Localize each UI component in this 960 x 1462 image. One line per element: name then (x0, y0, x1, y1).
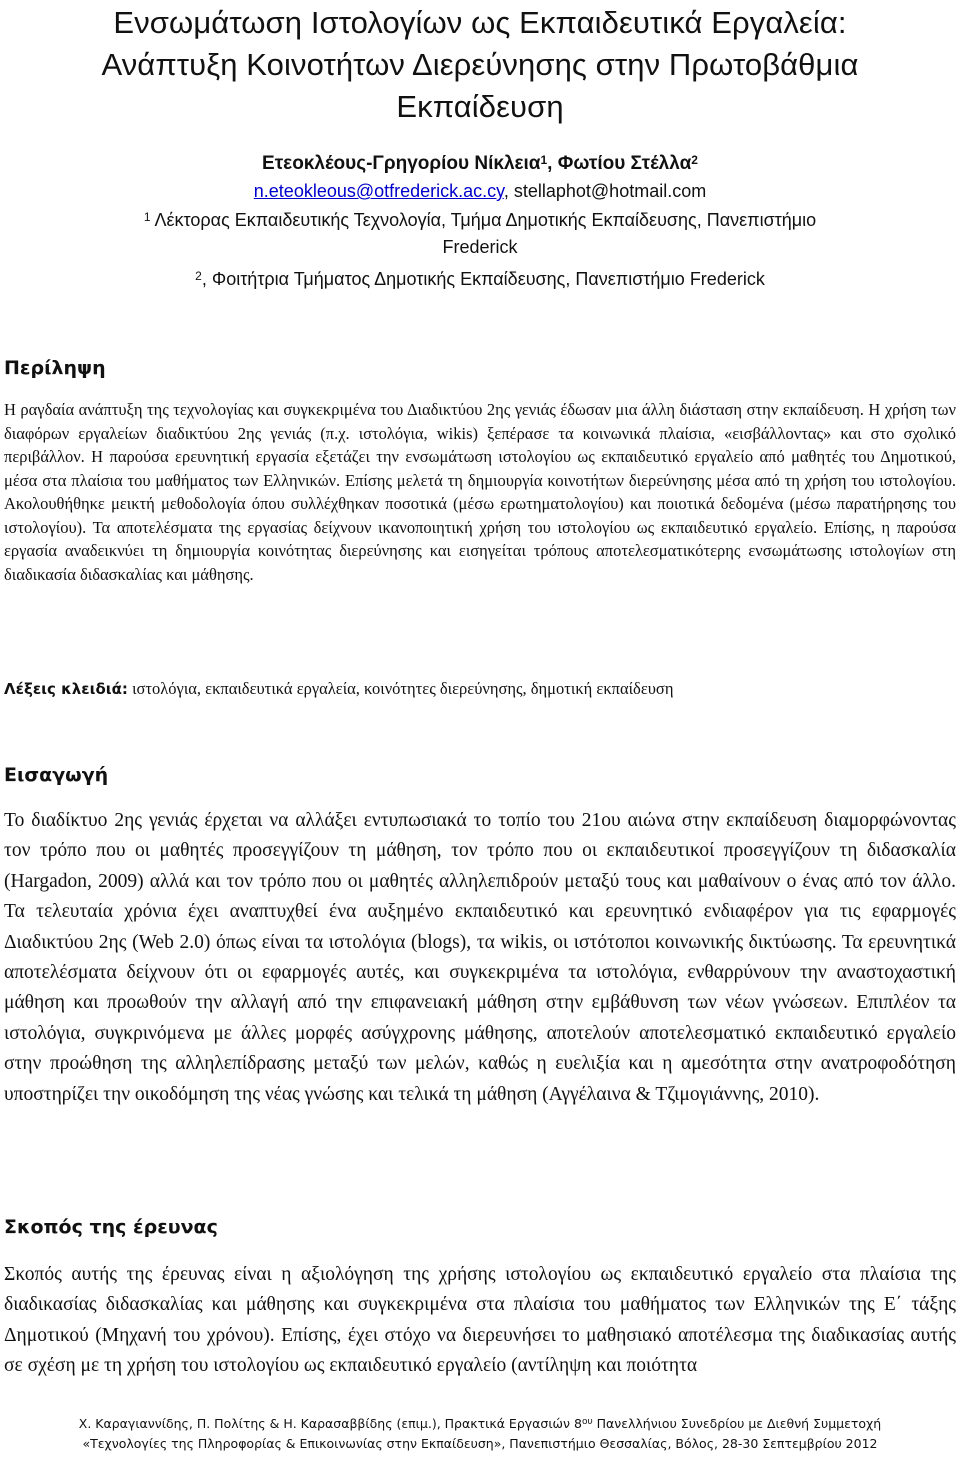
affiliation-2-mark: 2 (195, 269, 202, 283)
page-footer (0, 1414, 960, 1454)
title-line-3: Εκπαίδευση (396, 89, 564, 124)
footer-line-2: «Τεχνολογίες της Πληροφορίας & Επικοινωνίας στην Εκπαίδευση», Πανεπιστήμιο Θεσσαλίας, Βόλος, 28-30 Σεπτεμβρίου 2012 (82, 1436, 878, 1451)
affiliation-1 (30, 207, 930, 261)
footer-line-1 (0, 1414, 960, 1434)
purpose-text: Σκοπός αυτής της έρευνας είναι η αξιολόγηση της χρήσης ιστολογίου ως εκπαιδευτικό εργαλείο στα πλαίσια της διαδικασίας διδασκαλίας και μάθησης και συγκεκριμένα στα πλαίσια του μαθήματος των Ελληνικών της Ε΄ τάξης Δημοτικού (Μηχανή του χρόνου). Επίσης, έχει στόχο να διερευνήσει το μαθησιακό αποτέλεσμα της διαδικασίας αυτής σε σχέση με τη χρήση του ιστολογίου ως εκπαιδευτικό εργαλείο (αντίληψη και ποιότητα (4, 1264, 956, 1377)
footer-ordinal: ου (581, 1417, 593, 1427)
author-2: Φωτίου Στέλλα (557, 153, 692, 174)
keywords-label: Λέξεις κλειδιά: (4, 680, 128, 698)
abstract-text: Η ραγδαία ανάπτυξη της τεχνολογίας και συγκεκριμένα του Διαδικτύου 2ης γενιάς έδωσαν μια άλλη διάσταση στην εκπαίδευση. Η χρήση των διαφόρων εργαλείων διαδικτύου 2ης γενιάς (π.χ. ιστολόγια, wikis) ξεπέρασε τα κοινωνικά πλαίσια, «εισβάλλοντας» και στο σχολικό περιβάλλον. Η παρούσα ερευνητική εργασία εξετάζει την ενσωμάτωση ιστολογίου ως εκπαιδευτικό εργαλείο από μαθητές του Δημοτικού, μέσα στα πλαίσια του μαθήματος των Ελληνικών. Επίσης μελετά τη δημιουργία κοινοτήτων διερεύνησης μέσα από τη χρήση του ιστολογίου. Ακολουθήθηκε μεικτή μεθοδολογία όπου συλλέχθηκαν ποσοτικά (μέσω ερωτηματολογίου) και ποιοτικά δεδομένα (μέσω παρατήρησης του ιστολογίου). Τα αποτελέσματα της εργασίας δείχνουν ικανοποιητική χρήση του ιστολογίου ως εκπαιδευτικό εργαλείο. Επίσης, η παρούσα εργασία αναδεικνύει τη δημιουργία κοινότητας διερεύνησης και εισηγείται τρόπους αποτελεσματικότερης ενσωμάτωσης ιστολογίων στη διαδικασία διδασκαλίας και μάθησης. (4, 400, 956, 584)
affiliation-1-line-2: Frederick (442, 237, 518, 257)
author-emails (0, 180, 960, 202)
email-2: stellaphot@hotmail.com (513, 181, 707, 201)
abstract-heading: Περίληψη (4, 357, 106, 379)
paper-title (0, 2, 960, 128)
author-1: Ετεοκλέους-Γρηγορίου Νίκλεια (262, 153, 541, 174)
title-line-1: Ενσωμάτωση Ιστολογίων ως Εκπαιδευτικά Εργαλεία: (113, 5, 847, 40)
introduction-heading: Εισαγωγή (4, 764, 109, 786)
introduction-text: Το διαδίκτυο 2ης γενιάς έρχεται να αλλάξει εντυπωσιακά το τοπίο του 21ου αιώνα στην εκπαίδευση διαμορφώνοντας τον τρόπο που οι μαθητές προσεγγίζουν τη μάθηση, τον τρόπο που οι εκπαιδευτικοί προσεγγίζουν τη διδασκαλία (Hargadon, 2009) αλλά και τον τρόπο που οι μαθητές αλληλεπιδρούν μεταξύ τους και μαθαίνουν ο ένας από τον άλλο. Τα τελευταία χρόνια έχει αναπτυχθεί ένα αυξημένο εκπαιδευτικό και ερευνητικό ενδιαφέρον για τις εφαρμογές Διαδικτύου 2ης (Web 2.0) όπως είναι τα ιστολόγια (blogs), τα wikis, οι ιστότοποι κοινωνικής δικτύωσης. Τα ερευνητικά αποτελέσματα δείχνουν ότι οι εφαρμογές αυτές, και συγκεκριμένα τα ιστολόγια, ενθαρρύνουν την αναστοχαστική μάθηση και προωθούν την αλλαγή από την επιφανειακή μάθηση στην εμβάθυνση των νέων γνώσεων. Επιπλέον τα ιστολόγια, συγκρινόμενα με άλλες μορφές ασύγχρονης μάθησης, αποτελούν αποτελεσματικό εκπαιδευτικό εργαλείο στην προώθηση της αλληλεπίδρασης μεταξύ των μελών, καθώς η ευελιξία και η αμεσότητα στην ανατροφοδότηση υποστηρίζει την οικοδόμηση της νέας γνώσης και τελικά τη μάθηση (Αγγέλαινα & Τζιμογιάννης, 2010). (4, 810, 956, 1105)
keywords-text: ιστολόγια, εκπαιδευτικά εργαλεία, κοινότητες διερεύνησης, δημοτική εκπαίδευση (127, 679, 674, 698)
author-separator: , (547, 153, 558, 174)
author-list (0, 152, 960, 176)
purpose-heading: Σκοπός της έρευνας (4, 1216, 218, 1238)
affiliation-2-text: , Φοιτήτρια Τμήματος Δημοτικής Εκπαίδευσης, Πανεπιστήμιο Frederick (201, 269, 765, 289)
footer-line-1-post: Πανελλήνιου Συνεδρίου με Διεθνή Συμμετοχή (592, 1416, 882, 1431)
email-link-1[interactable]: n.eteokleous@otfrederick.ac.cy (253, 181, 504, 201)
affiliation-1-mark: 1 (143, 210, 151, 224)
author-2-affil-mark: 2 (691, 153, 698, 167)
keywords (4, 677, 956, 701)
email-separator: , (503, 181, 514, 201)
author-1-affil-mark: 1 (540, 153, 548, 167)
title-line-2: Ανάπτυξη Κοινοτήτων Διερεύνησης στην Πρωτοβάθμια (101, 47, 859, 82)
affiliation-1-line-1: Λέκτορας Εκπαιδευτικής Τεχνολογία, Τμήμα Δημοτικής Εκπαίδευσης, Πανεπιστήμιο (150, 210, 817, 230)
footer-line-1-pre: Χ. Καραγιαννίδης, Π. Πολίτης & Η. Καρασαββίδης (επιμ.), Πρακτικά Εργασιών 8 (78, 1416, 582, 1431)
affiliation-2 (30, 266, 930, 293)
